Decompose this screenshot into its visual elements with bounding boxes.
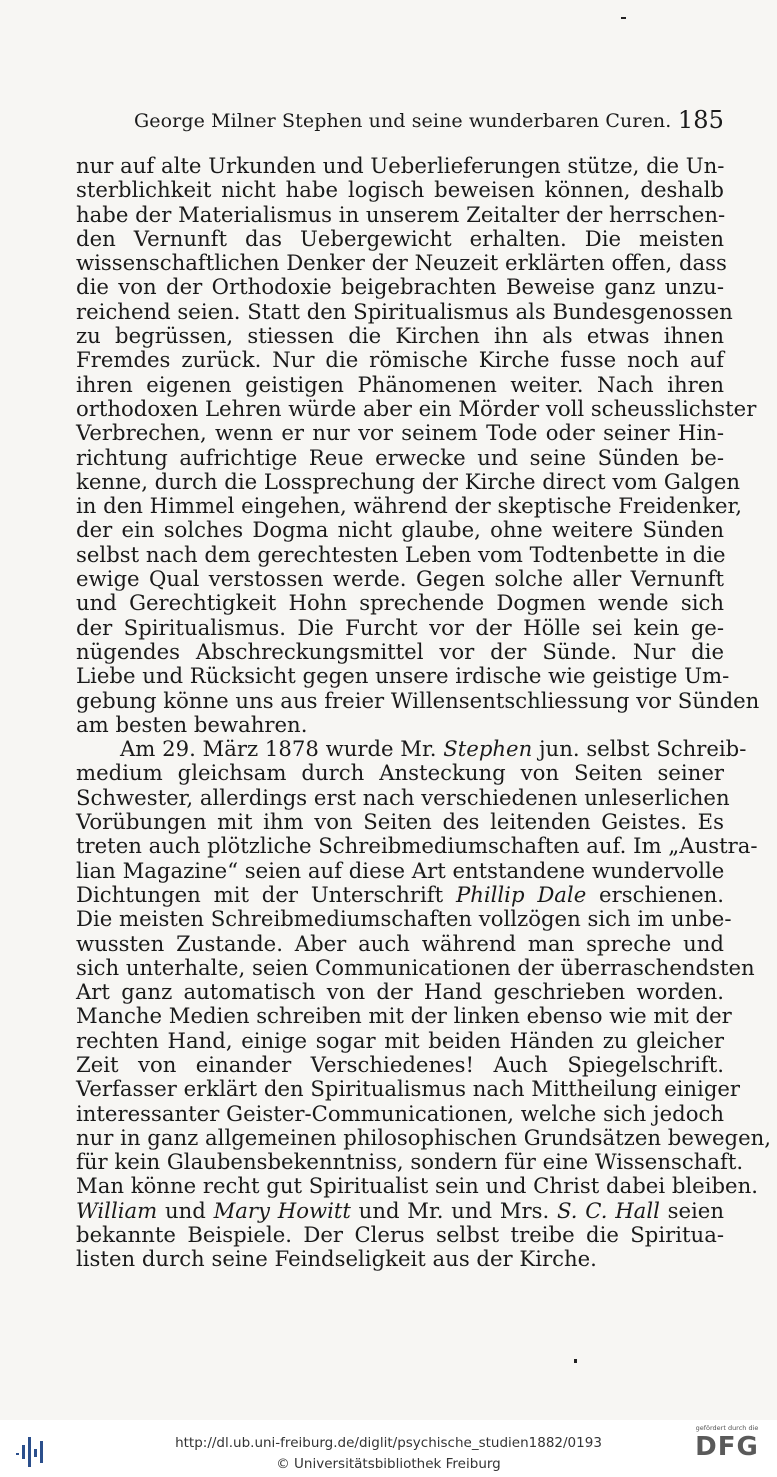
- text-line: Die meisten Schreibmediumschaften vollzögen sich im unbe-: [76, 906, 732, 932]
- text-line: sterblichkeit nicht habe logisch beweisen können, deshalb: [76, 177, 724, 203]
- paragraph-2: [76, 736, 772, 1272]
- text-line: ewige Qual verstossen werde. Gegen solche aller Vernunft: [76, 566, 724, 592]
- paragraph-1: [76, 153, 760, 737]
- text-line: wissenschaftlichen Denker der Neuzeit erklärten offen, dass: [76, 250, 727, 276]
- text-line: nügendes Abschreckungsmittel vor der Sünde. Nur die: [76, 638, 724, 664]
- name-stephen: Stephen: [443, 736, 533, 762]
- text-line: Manche Medien schreiben mit der linken ebenso wie mit der: [76, 1003, 732, 1029]
- text-line: lian Magazine“ seien auf diese Art entstandene wundervolle: [76, 857, 725, 883]
- text-line: Art ganz automatisch von der Hand geschrieben worden.: [76, 979, 724, 1005]
- name-mary-howitt: Mary Howitt: [213, 1197, 351, 1223]
- page-header: [134, 106, 724, 136]
- text-line: Zeit von einander Verschiedenes! Auch Spiegelschrift.: [76, 1051, 724, 1077]
- text-line: Verbrechen, wenn er nur vor seinem Tode oder seiner Hin-: [76, 420, 724, 446]
- text-line: habe der Materialismus in unserem Zeitalter der herrschen-: [76, 201, 726, 227]
- body-text: [76, 153, 772, 1272]
- text-line: wussten Zustande. Aber auch während man spreche und: [76, 930, 724, 956]
- scan-speck: [574, 1359, 577, 1363]
- page-number: 185: [677, 106, 724, 134]
- text-line: Dichtungen mit der Unterschrift Phillip Dale erschienen.: [76, 881, 724, 907]
- text-line: treten auch plötzliche Schreibmediumschaften auf. Im „Austra-: [76, 833, 758, 859]
- text-line: Fremdes zurück. Nur die römische Kirche fusse noch auf: [76, 347, 724, 373]
- text-line: am besten bewahren.: [76, 711, 308, 737]
- text-line: in den Himmel eingehen, während der skeptische Freidenker,: [76, 493, 743, 519]
- text-line: orthodoxen Lehren würde aber ein Mörder voll scheusslichster: [76, 395, 757, 421]
- text-line: nur in ganz allgemeinen philosophischen Grundsätzen bewegen,: [76, 1124, 772, 1150]
- text-line: der ein solches Dogma nicht glaube, ohne weitere Sünden: [76, 517, 724, 543]
- text-line: zu begrüssen, stiessen die Kirchen ihn als etwas ihnen: [76, 323, 724, 349]
- text-line: listen durch seine Feindseligkeit aus der Kirche.: [76, 1246, 597, 1272]
- name-s-c-hall: S. C. Hall: [557, 1197, 660, 1223]
- text-line: Verfasser erklärt den Spiritualismus nach Mittheilung einiger: [76, 1076, 741, 1102]
- name-william: William: [76, 1197, 158, 1223]
- text-line: den Vernunft das Uebergewicht erhalten. Die meisten: [76, 225, 724, 251]
- scan-speck: [621, 17, 626, 19]
- running-title: George Milner Stephen und seine wunderbaren Curen.: [134, 110, 672, 132]
- text-line: ihren eigenen geistigen Phänomenen weiter. Nach ihren: [76, 371, 724, 397]
- text-line: medium gleichsam durch Ansteckung von Seiten seiner: [76, 760, 724, 786]
- text-line: Man könne recht gut Spiritualist sein und Christ dabei bleiben.: [76, 1173, 758, 1199]
- copyright-text: © Universitätsbibliothek Freiburg: [276, 1456, 501, 1472]
- text-line: bekannte Beispiele. Der Clerus selbst treibe die Spiritua-: [76, 1222, 724, 1248]
- text-line: für kein Glaubensbekenntniss, sondern für eine Wissenschaft.: [76, 1149, 744, 1175]
- text-line: reichend seien. Statt den Spiritualismus als Bundesgenossen: [76, 298, 733, 324]
- text-line: selbst nach dem gerechtesten Leben vom Todtenbette in die: [76, 541, 726, 567]
- text-line: Vorübungen mit ihm von Seiten des leitenden Geistes. Es: [76, 809, 724, 835]
- dfg-logo[interactable]: [687, 1424, 767, 1474]
- text-line: sich unterhalte, seien Communicationen der überraschendsten: [76, 954, 755, 980]
- text-line: Am 29. März 1878 wurde Mr. Stephen jun. selbst Schreib-: [120, 736, 747, 762]
- text-line: der Spiritualismus. Die Furcht vor der Hölle sei kein ge-: [76, 614, 724, 640]
- text-line: die von der Orthodoxie beigebrachten Beweise ganz unzu-: [76, 274, 724, 300]
- text-line: nur auf alte Urkunden und Ueberlieferungen stütze, die Un-: [76, 153, 725, 178]
- text-line: kenne, durch die Lossprechung der Kirche direct vom Galgen: [76, 468, 741, 494]
- text-line: Liebe und Rücksicht gegen unsere irdische wie geistige Um-: [76, 663, 730, 689]
- text-line: gebung könne uns aus freier Willensentschliessung vor Sünden: [76, 687, 760, 713]
- text-line: rechten Hand, einige sogar mit beiden Händen zu gleicher: [76, 1027, 724, 1053]
- text-line: richtung aufrichtige Reue erwecke und seine Sünden be-: [76, 444, 724, 470]
- text-line: Schwester, allerdings erst nach verschiedenen unleserlichen: [76, 784, 730, 810]
- source-url-link[interactable]: http://dl.ub.uni-freiburg.de/diglit/psychische_studien1882/0193: [175, 1435, 602, 1451]
- name-phillip-dale: Phillip Dale: [455, 881, 587, 907]
- text-line: interessanter Geister-Communicationen, welche sich jedoch: [76, 1100, 724, 1126]
- text-line: William und Mary Howitt und Mr. und Mrs. S. C. Hall seien: [76, 1197, 724, 1223]
- text-line: und Gerechtigkeit Hohn sprechende Dogmen wende sich: [76, 590, 724, 616]
- footer-bar: [0, 1420, 777, 1477]
- dfg-wordmark: DFG: [695, 1432, 759, 1462]
- dfg-funding-note: gefördert durch die: [695, 1424, 759, 1432]
